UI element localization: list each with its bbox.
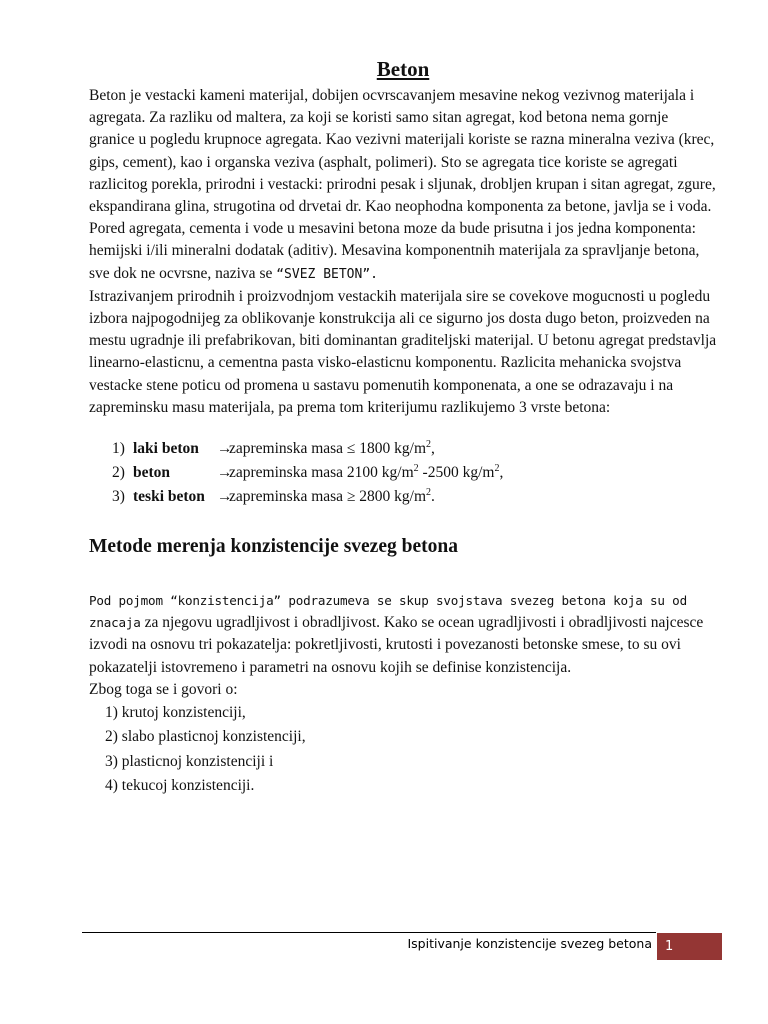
list-item: 3) plasticnoj konzistenciji i: [105, 752, 274, 770]
list-number: 2): [112, 464, 125, 482]
list-item: [112, 485, 717, 509]
consistency-intro: Zbog toga se i govori o:: [89, 680, 238, 698]
list-number: 3): [112, 488, 125, 506]
section-heading: Metode merenja konzistencije svezeg betona: [89, 536, 458, 558]
arrow-icon: →: [217, 488, 233, 506]
document-body: [89, 56, 717, 798]
intro-text: Beton je vestacki kameni materijal, dobijen ocvrscavanjem mesavine nekog vezivnog materijala i agregata. Za razliku od maltera, za koji se koristi samo sitan agregat, kod betona nema gornje granice u pogledu krupnoce agregata. Kao vezivni materijali koriste se razna mineralna veziva (krec, gips, cement), kao i organska veziva (asphalt, polimeri). Sto se agregata tice koriste se agregati razlicitog porekla, prirodni i vestacki: prirodni pesak i sljunak, drobljen krupan i sitan agregat, zgure, ekspandirana glina, strugotina od drvetai dr. Kao neophodna komponenta za betone, javlja se i voda. Pored agregata, cementa i vode u mesavini betona moze da bude prisutna i jos jedna komponenta: hemijski i/ili mineralni dodatak (aditiv). Mesavina komponentnih materijala za spravljanje betona, sve dok ne ocvrsne, naziva se: [89, 87, 716, 282]
concrete-type-name: teski beton: [133, 488, 205, 506]
footer-title: Ispitivanje konzistencije svezeg betona: [407, 936, 652, 951]
footer-divider: [82, 932, 656, 933]
arrow-icon: →: [217, 440, 233, 458]
intro-paragraph: [89, 85, 717, 286]
page-title: Beton: [376, 57, 430, 81]
list-item: [112, 461, 717, 485]
concrete-type-desc: zapreminska masa ≤ 1800 $kg/m^2$,: [229, 438, 435, 458]
section-text: za njegovu ugradljivost i obradljivost. Kako se ocean ugradljivosti i obradljivosti najcesce izvodi na osnovu tri pokazatelja: pokretljivosti, krutosti i povezanosti betonske smese, to su ovi pokazatelji istovremeno i parametri na osnovu kojih se definise konzistencija.: [89, 614, 704, 676]
second-paragraph: Istrazivanjem prirodnih i proizvodnjom vestackih materijala sire se covekove mogucnosti u pogledu izbora najpogodnijeg za oblikovanje konstrukcija ali ce sigurno jos dosta dugo beton, proizveden na mestu ugradnje ili prefabrikovan, biti dominantan graditeljski materijal. U betonu agregat predstavlja linearno-elasticnu, a cementna pasta visko-elasticnu komponentu. Razlicita mehanicka svojstva vestacke stene poticu od promena u sastavu pomenutih komponenata, a one se odrazavaju i na zapreminsku masu materijala, pa prema tom kriterijumu razlikujemo 3 vrste betona:: [89, 287, 717, 416]
list-item: 4) tekucoj konzistenciji.: [105, 776, 255, 794]
concrete-type-name: laki beton: [133, 440, 199, 458]
list-item: 1) krutoj konzistenciji,: [105, 704, 246, 722]
page-number-badge: 1: [657, 933, 722, 960]
list-item: 2) slabo plasticnoj konzistenciji,: [105, 728, 306, 746]
list-number: 1): [112, 440, 125, 458]
list-item: [112, 437, 717, 461]
section-lead: Pod pojmom “konzistencija” podrazumeva se skup svojstava svezeg betona koja su od znacaja: [89, 593, 687, 631]
concrete-type-name: beton: [133, 464, 171, 482]
section-paragraph: [89, 590, 717, 679]
concrete-types-list: [112, 437, 717, 509]
consistency-list: [105, 701, 717, 798]
intro-quote: “SVEZ BETON”.: [276, 266, 378, 282]
concrete-type-desc: zapreminska masa ≥ 2800 $kg/m^2$.: [229, 486, 435, 506]
concrete-type-desc: zapreminska masa 2100 $kg/m^2$ -2500 $kg/m^2$,: [229, 462, 504, 482]
arrow-icon: →: [217, 464, 233, 482]
